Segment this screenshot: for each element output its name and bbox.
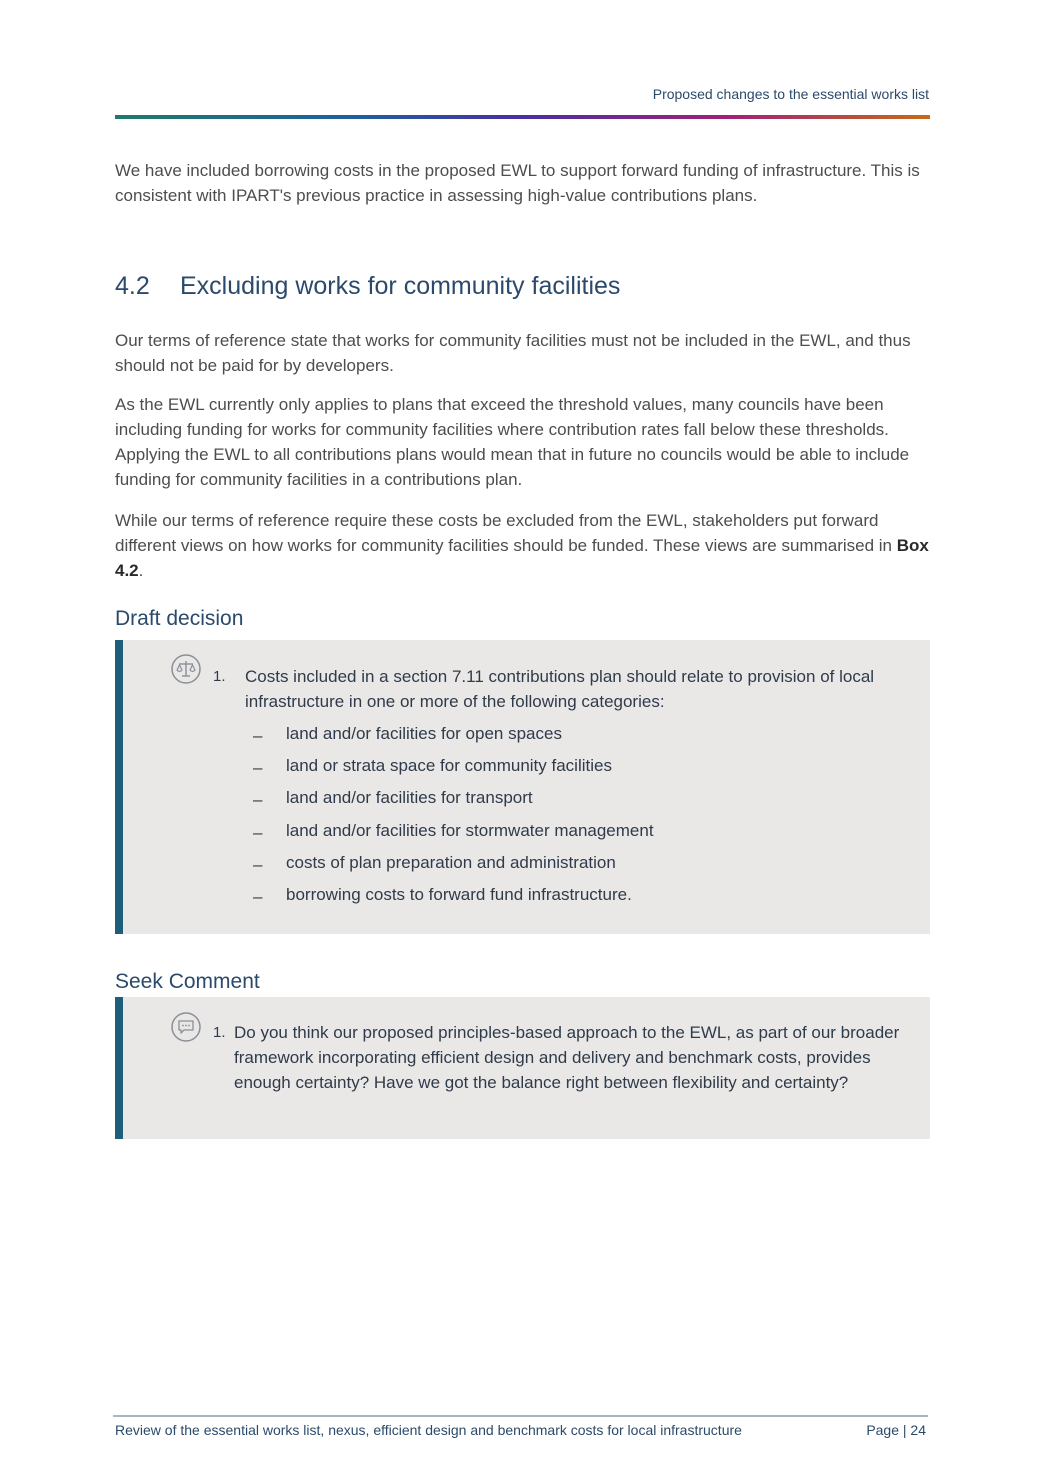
decision-text: Costs included in a section 7.11 contributions plan should relate to provision of local infrastructure in one or more of the following categories:	[245, 667, 875, 711]
decision-bullet-item: land and/or facilities for open spaces	[286, 724, 562, 743]
footer-rule	[113, 1415, 928, 1417]
paragraph-1: Our terms of reference state that works for community facilities must not be included in the EWL, and thus should not be paid for by developers.	[115, 331, 911, 375]
seek-comment-heading: Seek Comment	[115, 970, 260, 993]
paragraph-3	[115, 508, 930, 583]
decision-bullet-item: borrowing costs to forward fund infrastructure.	[286, 885, 632, 904]
decision-bullet-item: costs of plan preparation and administration	[286, 853, 616, 872]
intro-paragraph: We have included borrowing costs in the proposed EWL to support forward funding of infrastructure. This is consistent with IPART's previous practice in assessing high-value contributions plans.	[115, 161, 920, 205]
bullet-dash: –	[253, 726, 263, 745]
bullet-dash: –	[253, 855, 263, 874]
decision-bullet-item: land and/or facilities for stormwater management	[286, 821, 654, 840]
running-header: Proposed changes to the essential works list	[652, 86, 929, 102]
seek-comment-box	[115, 997, 930, 1139]
header-gradient-rule	[115, 115, 930, 119]
paragraph-3-end: .	[138, 561, 144, 580]
bullet-dash: –	[253, 823, 263, 842]
bullet-dash: –	[253, 758, 263, 777]
decision-number: 1.	[213, 668, 226, 685]
paragraph-2: As the EWL currently only applies to plans that exceed the threshold values, many councils have been including funding for works for community facilities where contribution rates fall below these thresholds. Applying the EWL to all contributions plans would mean that in future no councils would be able to include funding for community facilities in a contributions plan.	[115, 395, 910, 489]
decision-bullet-item: land and/or facilities for transport	[286, 788, 533, 807]
speech-bubble-icon	[171, 1012, 201, 1042]
section-title: Excluding works for community facilities	[180, 272, 621, 300]
box-reference: Box 4.2	[115, 536, 929, 580]
draft-decision-heading: Draft decision	[115, 607, 244, 630]
bullet-dash: –	[253, 790, 263, 809]
section-heading	[115, 272, 620, 301]
page-number: Page | 24	[866, 1422, 926, 1438]
section-number: 4.2	[115, 272, 150, 300]
decision-bullet-item: land or strata space for community facilities	[286, 756, 612, 775]
footer-document-title: Review of the essential works list, nexus, efficient design and benchmark costs for local infrastructure	[115, 1422, 742, 1438]
bullet-dash: –	[253, 887, 263, 906]
comment-text: Do you think our proposed principles-based approach to the EWL, as part of our broader framework incorporating efficient design and delivery and benchmark costs, provides enough certainty? Have we got the balance right between flexibility and certainty?	[234, 1023, 900, 1092]
scales-icon	[171, 654, 201, 684]
paragraph-3-text: While our terms of reference require these costs be excluded from the EWL, stakeholders put forward different views on how works for community facilities should be funded. These views are summarised in	[115, 511, 893, 555]
draft-decision-box	[115, 640, 930, 934]
comment-number: 1.	[213, 1024, 226, 1041]
